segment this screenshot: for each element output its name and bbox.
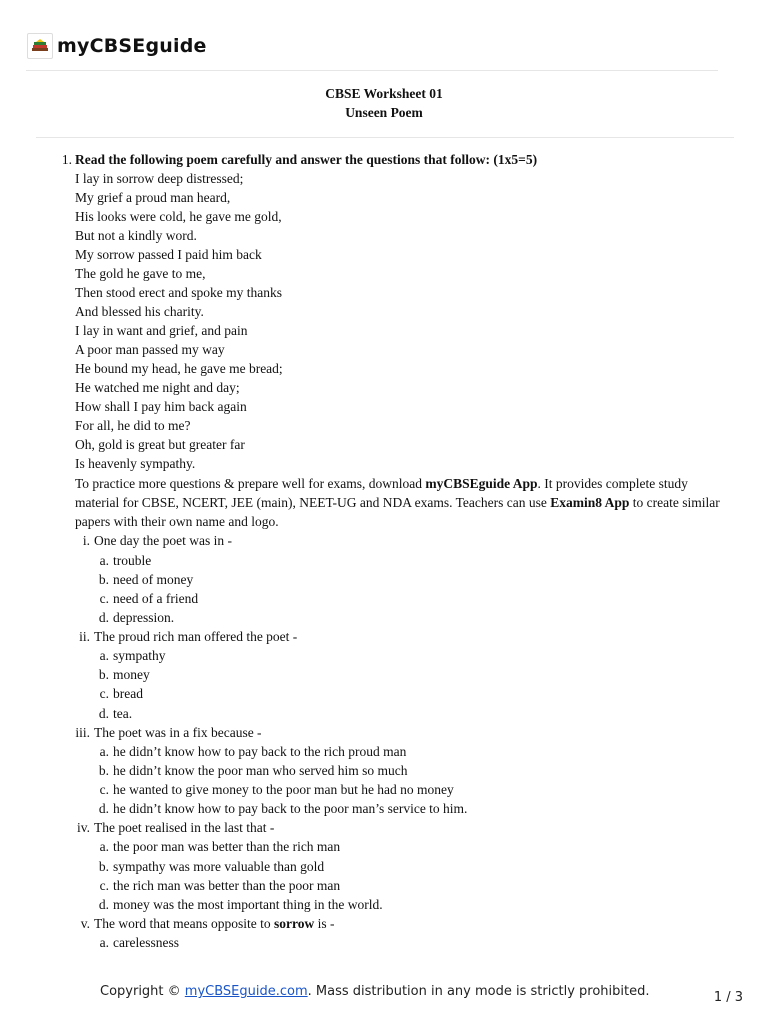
promo-line-3: papers with their own name and logo. <box>75 514 279 529</box>
worksheet-title: CBSE Worksheet 01 <box>325 86 443 101</box>
option-letter: a. <box>99 553 109 568</box>
option-text: he didn’t know how to pay back to the rich proud man <box>113 744 407 759</box>
poem-line: Is heavenly sympathy. <box>75 456 196 471</box>
poem-line: He watched me night and day; <box>75 380 240 395</box>
poem-line: My grief a proud man heard, <box>75 190 231 205</box>
page-number: 1 / 3 <box>713 990 743 1005</box>
brand-name: myCBSEguide <box>57 35 207 57</box>
option-letter: a. <box>99 744 109 759</box>
poem-line: He bound my head, he gave me bread; <box>75 361 283 376</box>
subquestion-number: iii. <box>75 725 90 740</box>
option-letter: c. <box>99 686 109 701</box>
option-text: he didn’t know the poor man who served him so much <box>113 763 408 778</box>
book-logo-icon <box>27 33 53 59</box>
option-text: the rich man was better than the poor man <box>113 878 341 893</box>
option-text: the poor man was better than the rich man <box>113 839 341 854</box>
poem-line: His looks were cold, he gave me gold, <box>75 209 282 224</box>
option-text: sympathy was more valuable than gold <box>113 859 325 874</box>
poem-line: A poor man passed my way <box>75 342 225 357</box>
option-letter: c. <box>99 591 109 606</box>
option-text: he didn’t know how to pay back to the poor man’s service to him. <box>113 801 468 816</box>
option-text: need of a friend <box>113 591 199 606</box>
examin8-app-name: Examin8 App <box>550 495 630 510</box>
poem-line: But not a kindly word. <box>75 228 197 243</box>
header <box>27 30 207 62</box>
option-text: tea. <box>113 706 133 721</box>
option-letter: b. <box>98 572 109 587</box>
poem-line: How shall I pay him back again <box>75 399 247 414</box>
option-text: money <box>113 667 150 682</box>
subquestion-text: The poet was in a fix because - <box>94 725 262 740</box>
option-letter: d. <box>98 610 109 625</box>
option-letter: a. <box>99 839 109 854</box>
option-letter: a. <box>99 935 109 950</box>
subquestion-number: v. <box>80 916 90 931</box>
promo-line-1: To practice more questions & prepare well for exams, download myCBSEguide App. It provides complete study <box>75 476 688 491</box>
poem-line: I lay in sorrow deep distressed; <box>75 171 244 186</box>
option-text: money was the most important thing in the world. <box>113 897 383 912</box>
poem-line: The gold he gave to me, <box>75 266 206 281</box>
subquestion-number: ii. <box>79 629 90 644</box>
option-letter: d. <box>98 706 109 721</box>
option-text: he wanted to give money to the poor man but he had no money <box>113 782 454 797</box>
subquestion-number: i. <box>82 533 90 548</box>
option-letter: c. <box>99 878 109 893</box>
promo-line-2: material for CBSE, NCERT, JEE (main), NEET-UG and NDA exams. Teachers can use Examin8 App to create similar <box>75 495 720 510</box>
option-letter: b. <box>98 859 109 874</box>
subquestion-text: The proud rich man offered the poet - <box>94 629 298 644</box>
header-divider <box>26 70 718 71</box>
option-letter: b. <box>98 763 109 778</box>
footer-copyright: Copyright © myCBSEguide.com. Mass distribution in any mode is strictly prohibited. <box>100 984 650 999</box>
title-divider <box>36 137 734 138</box>
poem-line: My sorrow passed I paid him back <box>75 247 262 262</box>
poem-line: Oh, gold is great but greater far <box>75 437 245 452</box>
option-letter: c. <box>99 782 109 797</box>
option-letter: d. <box>98 897 109 912</box>
subquestion-text: One day the poet was in - <box>94 533 232 548</box>
subquestion-text: The word that means opposite to sorrow is - <box>94 916 335 931</box>
option-text: sympathy <box>113 648 166 663</box>
question-number: 1. <box>61 152 72 167</box>
question-instruction: Read the following poem carefully and answer the questions that follow: (1x5=5) <box>75 152 538 167</box>
poem-line: And blessed his charity. <box>75 304 204 319</box>
option-text: depression. <box>113 610 175 625</box>
poem-line: I lay in want and grief, and pain <box>75 323 248 338</box>
option-letter: d. <box>98 801 109 816</box>
option-letter: b. <box>98 667 109 682</box>
option-text: carelessness <box>113 935 179 950</box>
option-text: need of money <box>113 572 194 587</box>
worksheet-subtitle: Unseen Poem <box>345 105 423 120</box>
poem-line: For all, he did to me? <box>75 418 191 433</box>
subquestion-text: The poet realised in the last that - <box>94 820 275 835</box>
poem-line: Then stood erect and spoke my thanks <box>75 285 282 300</box>
subquestion-number: iv. <box>77 820 90 835</box>
option-text: bread <box>113 686 143 701</box>
option-letter: a. <box>99 648 109 663</box>
mycbseguide-link[interactable]: myCBSEguide.com <box>184 984 308 999</box>
option-text: trouble <box>113 553 152 568</box>
app-name: myCBSEguide App <box>425 476 538 491</box>
